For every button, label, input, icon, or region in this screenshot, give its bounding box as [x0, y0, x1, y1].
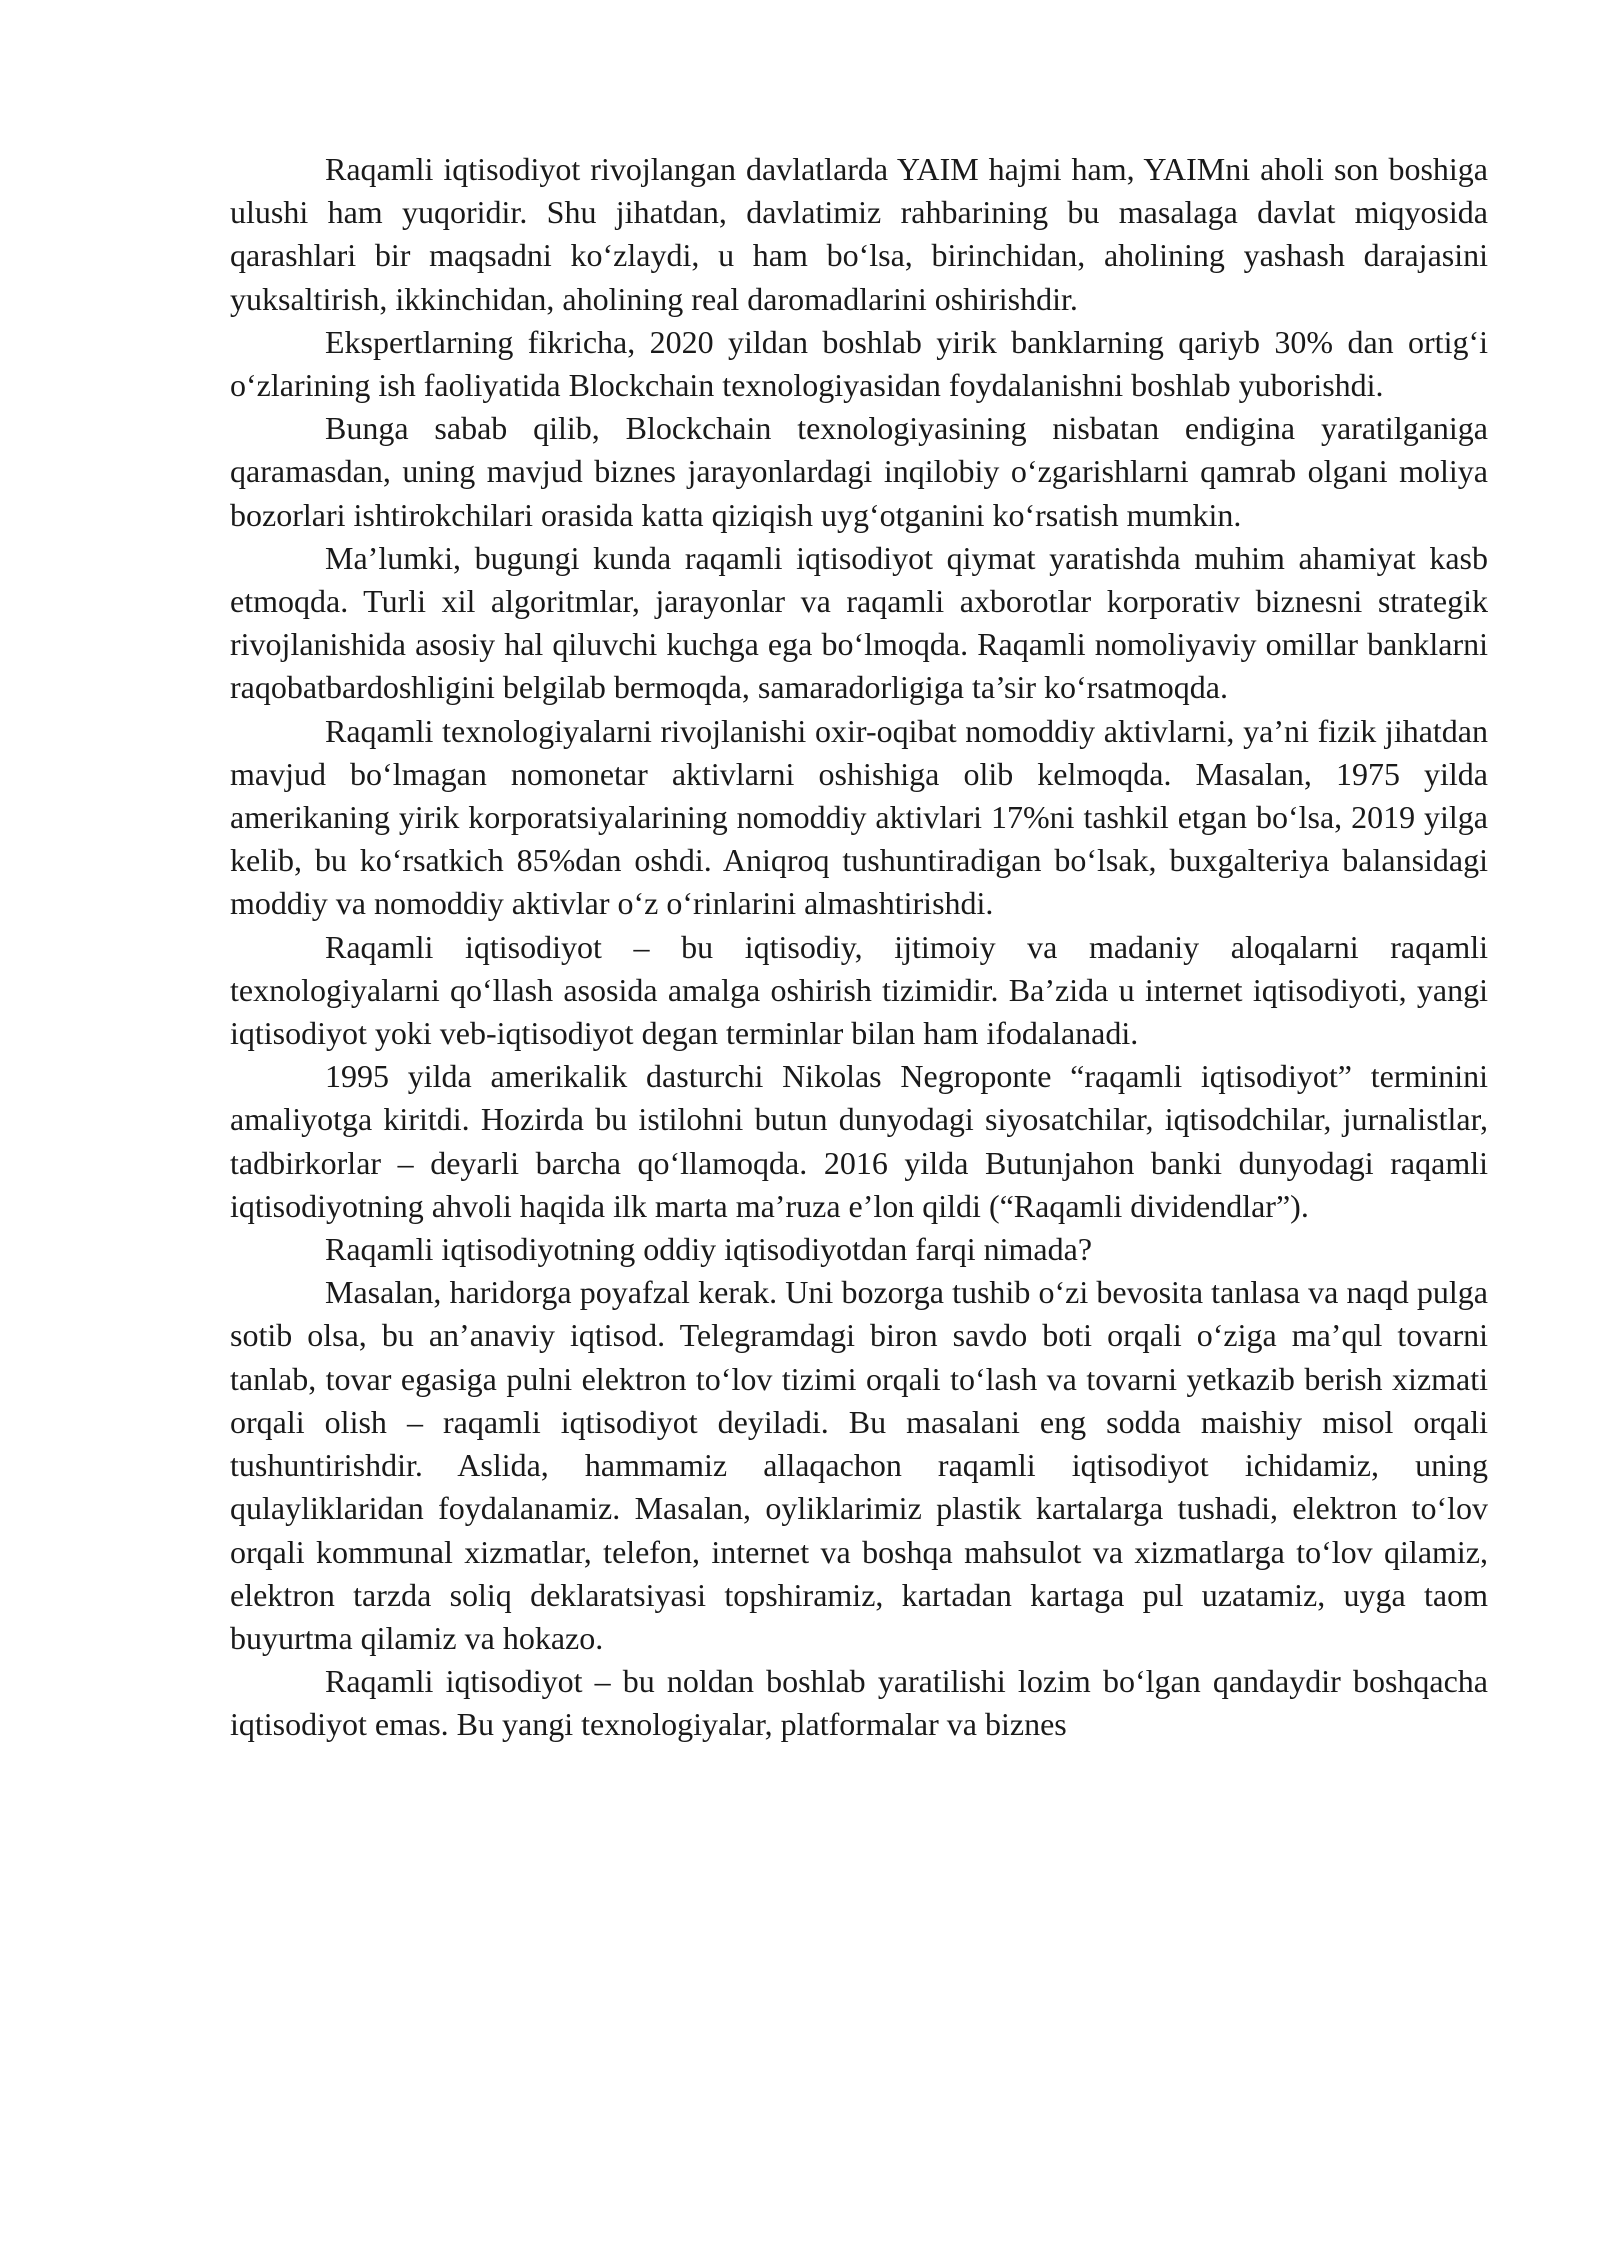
document-body — [230, 148, 1488, 1747]
paragraph-4: Ma’lumki, bugungi kunda raqamli iqtisodiyot qiymat yaratishda muhim ahamiyat kasb etmoqda. Turli xil algoritmlar, jarayonlar va raqamli axborotlar korporativ biznesni strategik rivojlanishida asosiy hal qiluvchi kuchga ega boʻlmoqda. Raqamli nomoliyaviy omillar banklarni raqobatbardoshligini belgilab bermoqda, samaradorligiga ta’sir koʻrsatmoqda. — [230, 539, 1488, 706]
paragraph-6: Raqamli iqtisodiyot – bu iqtisodiy, ijtimoiy va madaniy aloqalarni raqamli texnologiyalarni qoʻllash asosida amalga oshirish tizimidir. Ba’zida u internet iqtisodiyoti, yangi iqtisodiyot yoki veb-iqtisodiyot degan terminlar bilan ham ifodalanadi. — [230, 928, 1488, 1052]
paragraph-9: Masalan, haridorga poyafzal kerak. Uni bozorga tushib oʻzi bevosita tanlasa va naqd pulga sotib olsa, bu an’anaviy iqtisod. Telegramdagi biron savdo boti orqali oʻziga ma’qul tovarni tanlab, tovar egasiga pulni elektron toʻlov tizimi orqali toʻlash va tovarni yetkazib berish xizmati orqali olish – raqamli iqtisodiyot deyiladi. Bu masalani eng sodda maishiy misol orqali tushuntirishdir. Aslida, hammamiz allaqachon raqamli iqtisodiyot ichidamiz, uning qulayliklaridan foydalanamiz. Masalan, oyliklarimiz plastik kartalarga tushadi, elektron toʻlov orqali kommunal xizmatlar, telefon, internet va boshqa mahsulot va xizmatlarga toʻlov qilamiz, elektron tarzda soliq deklaratsiyasi topshiramiz, kartadan kartaga pul uzatamiz, uyga taom buyurtma qilamiz va hokazo. — [230, 1274, 1488, 1656]
paragraph-5: Raqamli texnologiyalarni rivojlanishi oxir-oqibat nomoddiy aktivlarni, ya’ni fizik jihatdan mavjud boʻlmagan nomonetar aktivlarni oshishiga olib kelmoqda. Masalan, 1975 yilda amerikaning yirik korporatsiyalarining nomoddiy aktivlari 17%ni tashkil etgan boʻlsa, 2019 yilga kelib, bu koʻrsatkich 85%dan oshdi. Aniqroq tushuntiradigan boʻlsak, buxgalteriya balansidagi moddiy va nomoddiy aktivlar oʻz oʻrinlarini almashtirishdi. — [230, 712, 1488, 922]
paragraph-7: 1995 yilda amerikalik dasturchi Nikolas Negroponte “raqamli iqtisodiyot” terminini amaliyotga kiritdi. Hozirda bu istilohni butun dunyodagi siyosatchilar, iqtisodchilar, jurnalistlar, tadbirkorlar – deyarli barcha qoʻllamoqda. 2016 yilda Butunjahon banki dunyodagi raqamli iqtisodiyotning ahvoli haqida ilk marta ma’ruza e’lon qildi (“Raqamli dividendlar”). — [230, 1058, 1488, 1224]
paragraph-10: Raqamli iqtisodiyot – bu noldan boshlab yaratilishi lozim boʻlgan qandaydir boshqacha iqtisodiyot emas. Bu yangi texnologiyalar, platformalar va biznes — [230, 1663, 1488, 1743]
paragraph-3: Bunga sabab qilib, Blockchain texnologiyasining nisbatan endigina yaratilganiga qaramasdan, uning mavjud biznes jarayonlardagi inqilobiy oʻzgarishlarni qamrab olgani moliya bozorlari ishtirokchilari orasida katta qiziqish uygʻotganini koʻrsatish mumkin. — [230, 410, 1488, 533]
paragraph-1: Raqamli iqtisodiyot rivojlangan davlatlarda YAIM hajmi ham, YAIMni aholi son boshiga ulushi ham yuqoridir. Shu jihatdan, davlatimiz rahbarining bu masalaga davlat miqyosida qarashlari bir maqsadni koʻzlaydi, u ham boʻlsa, birinchidan, aholining yashash darajasini yuksaltirish, ikkinchidan, aholining real daromadlarini oshirishdir. — [230, 151, 1488, 317]
paragraph-8-question: Raqamli iqtisodiyotning oddiy iqtisodiyotdan farqi nimada? — [325, 1231, 1093, 1268]
paragraph-2: Ekspertlarning fikricha, 2020 yildan boshlab yirik banklarning qariyb 30% dan ortigʻi oʻzlarining ish faoliyatida Blockchain texnologiyasidan foydalanishni boshlab yuborishdi. — [230, 323, 1488, 404]
